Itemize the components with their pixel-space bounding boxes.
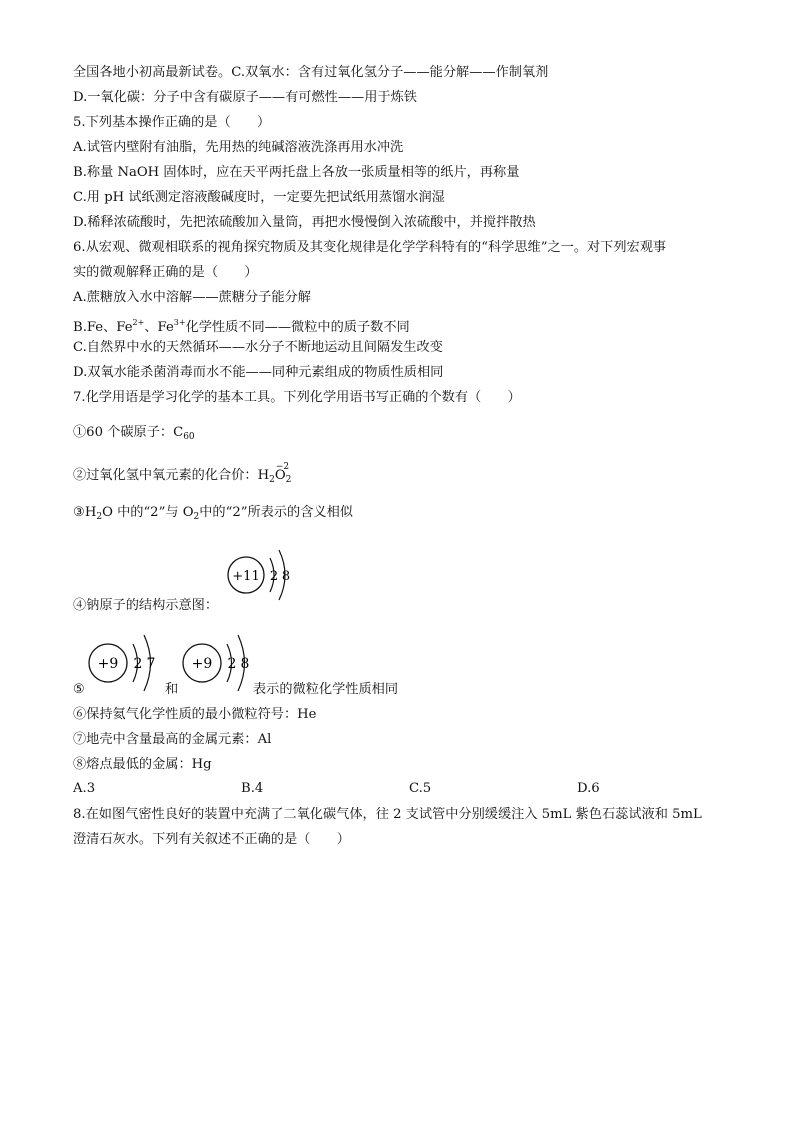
item-2 bbox=[73, 462, 292, 489]
continued-option-d: D.一氧化碳：分子中含有碳原子——有可燃性——用于炼铁 bbox=[73, 90, 417, 105]
question-7-option-a: A.3 bbox=[73, 781, 96, 796]
fluoride-ion-shell-1-count: 2 bbox=[227, 656, 237, 672]
question-5-stem: 5.下列基本操作正确的是（ ） bbox=[73, 115, 271, 130]
item-3-a: ③H bbox=[73, 505, 97, 520]
question-8-stem: 8.在如图气密性良好的装置中充满了二氧化碳气体，往 2 支试管中分别缓缓注入 5mL 紫色石蕊试液和 5mL bbox=[73, 807, 702, 822]
q6b-mid: 、Fe bbox=[144, 320, 174, 335]
item-5-number: ⑤ bbox=[73, 682, 85, 697]
item-5-tail: 表示的微粒化学性质相同 bbox=[253, 682, 399, 697]
q6b-suffix: 化学性质不同——微粒中的质子数不同 bbox=[185, 320, 410, 335]
fluorine-atom-shell-2-count: 7 bbox=[146, 656, 156, 672]
item-2-sub1: 2 bbox=[269, 475, 275, 485]
item-3-sub1: 2 bbox=[96, 512, 103, 522]
question-5-option-c: C.用 pH 试纸测定溶液酸碱度时，一定要先把试纸用蒸馏水润湿 bbox=[73, 190, 445, 205]
question-5-option-d: D.稀释浓硫酸时，先把浓硫酸加入量筒，再把水慢慢倒入浓硫酸中，并搅拌散热 bbox=[73, 215, 536, 230]
question-6-stem: 6.从宏观、微观相联系的视角探究物质及其变化规律是化学学科特有的“科学思维”之一。对下列宏观事 bbox=[73, 240, 667, 255]
sodium-shell-1-count: 2 bbox=[269, 569, 279, 584]
item-2-sub2: 2 bbox=[285, 475, 292, 485]
fluorine-atom-diagram bbox=[80, 626, 179, 700]
question-6-option-a: A.蔗糖放入水中溶解——蔗糖分子能分解 bbox=[73, 290, 311, 305]
question-7-option-b: B.4 bbox=[241, 781, 264, 796]
item-3-sub2: 2 bbox=[193, 512, 200, 522]
question-7-option-d: D.6 bbox=[577, 781, 600, 796]
item-3-b: O 中的“2”与 O bbox=[102, 505, 194, 520]
sodium-shell-2-count: 8 bbox=[281, 569, 291, 584]
item-1-sub: 60 bbox=[183, 432, 195, 442]
item-2-text: ②过氧化氢中氧元素的化合价：H bbox=[73, 468, 270, 483]
fluoride-ion-nucleus-label: +9 bbox=[191, 656, 213, 672]
q6b-sup2: 3+ bbox=[173, 318, 186, 327]
item-8: ⑧熔点最低的金属：Hg bbox=[73, 757, 212, 772]
question-7-stem: 7.化学用语是学习化学的基本工具。下列化学用语书写正确的个数有（ ） bbox=[73, 390, 521, 405]
item-3 bbox=[73, 504, 353, 526]
item-1 bbox=[73, 424, 195, 446]
valence-oxygen bbox=[274, 462, 290, 485]
question-6-option-b bbox=[73, 314, 410, 337]
item-3-c: 中的“2”所表示的含义相似 bbox=[199, 505, 353, 520]
item-1-text: ①60 个碳原子：C bbox=[73, 425, 184, 440]
question-5-option-a: A.试管内壁附有油脂，先用热的纯碱溶液洗涤再用水冲洗 bbox=[73, 140, 404, 155]
question-5-option-b: B.称量 NaOH 固体时，应在天平两托盘上各放一张质量相等的纸片，再称量 bbox=[73, 165, 520, 180]
valence-mark: −2 bbox=[275, 462, 290, 472]
sodium-nucleus-label: +11 bbox=[232, 569, 260, 584]
question-6-option-d: D.双氧水能杀菌消毒而水不能——同种元素组成的物质性质相同 bbox=[73, 365, 444, 380]
question-6-stem-cont: 实的微观解释正确的是（ ） bbox=[73, 265, 258, 280]
question-8-stem-cont: 澄清石灰水。下列有关叙述不正确的是（ ） bbox=[73, 832, 350, 847]
oxygen-symbol: O bbox=[274, 468, 286, 483]
q6b-sup1: 2+ bbox=[132, 318, 145, 327]
question-7-option-c: C.5 bbox=[409, 781, 432, 796]
continued-option-c: 全国各地小初高最新试卷。C.双氧水：含有过氧化氢分子——能分解——作制氧剂 bbox=[73, 65, 549, 80]
fluorine-atom-nucleus-label: +9 bbox=[97, 656, 119, 672]
q6b-prefix: B.Fe、Fe bbox=[73, 320, 133, 335]
item-5-and: 和 bbox=[165, 682, 179, 697]
sodium-atom-diagram bbox=[220, 540, 300, 610]
fluoride-ion-shell-2-count: 8 bbox=[240, 656, 250, 672]
question-6-option-c: C.自然界中水的天然循环——水分子不断地运动且间隔发生改变 bbox=[73, 340, 443, 355]
fluorine-atom-shell-1-count: 2 bbox=[133, 656, 143, 672]
item-6: ⑥保持氦气化学性质的最小微粒符号：He bbox=[73, 707, 317, 722]
item-4: ④钠原子的结构示意图： bbox=[73, 598, 219, 613]
item-7: ⑦地壳中含量最高的金属元素：Al bbox=[73, 732, 272, 747]
